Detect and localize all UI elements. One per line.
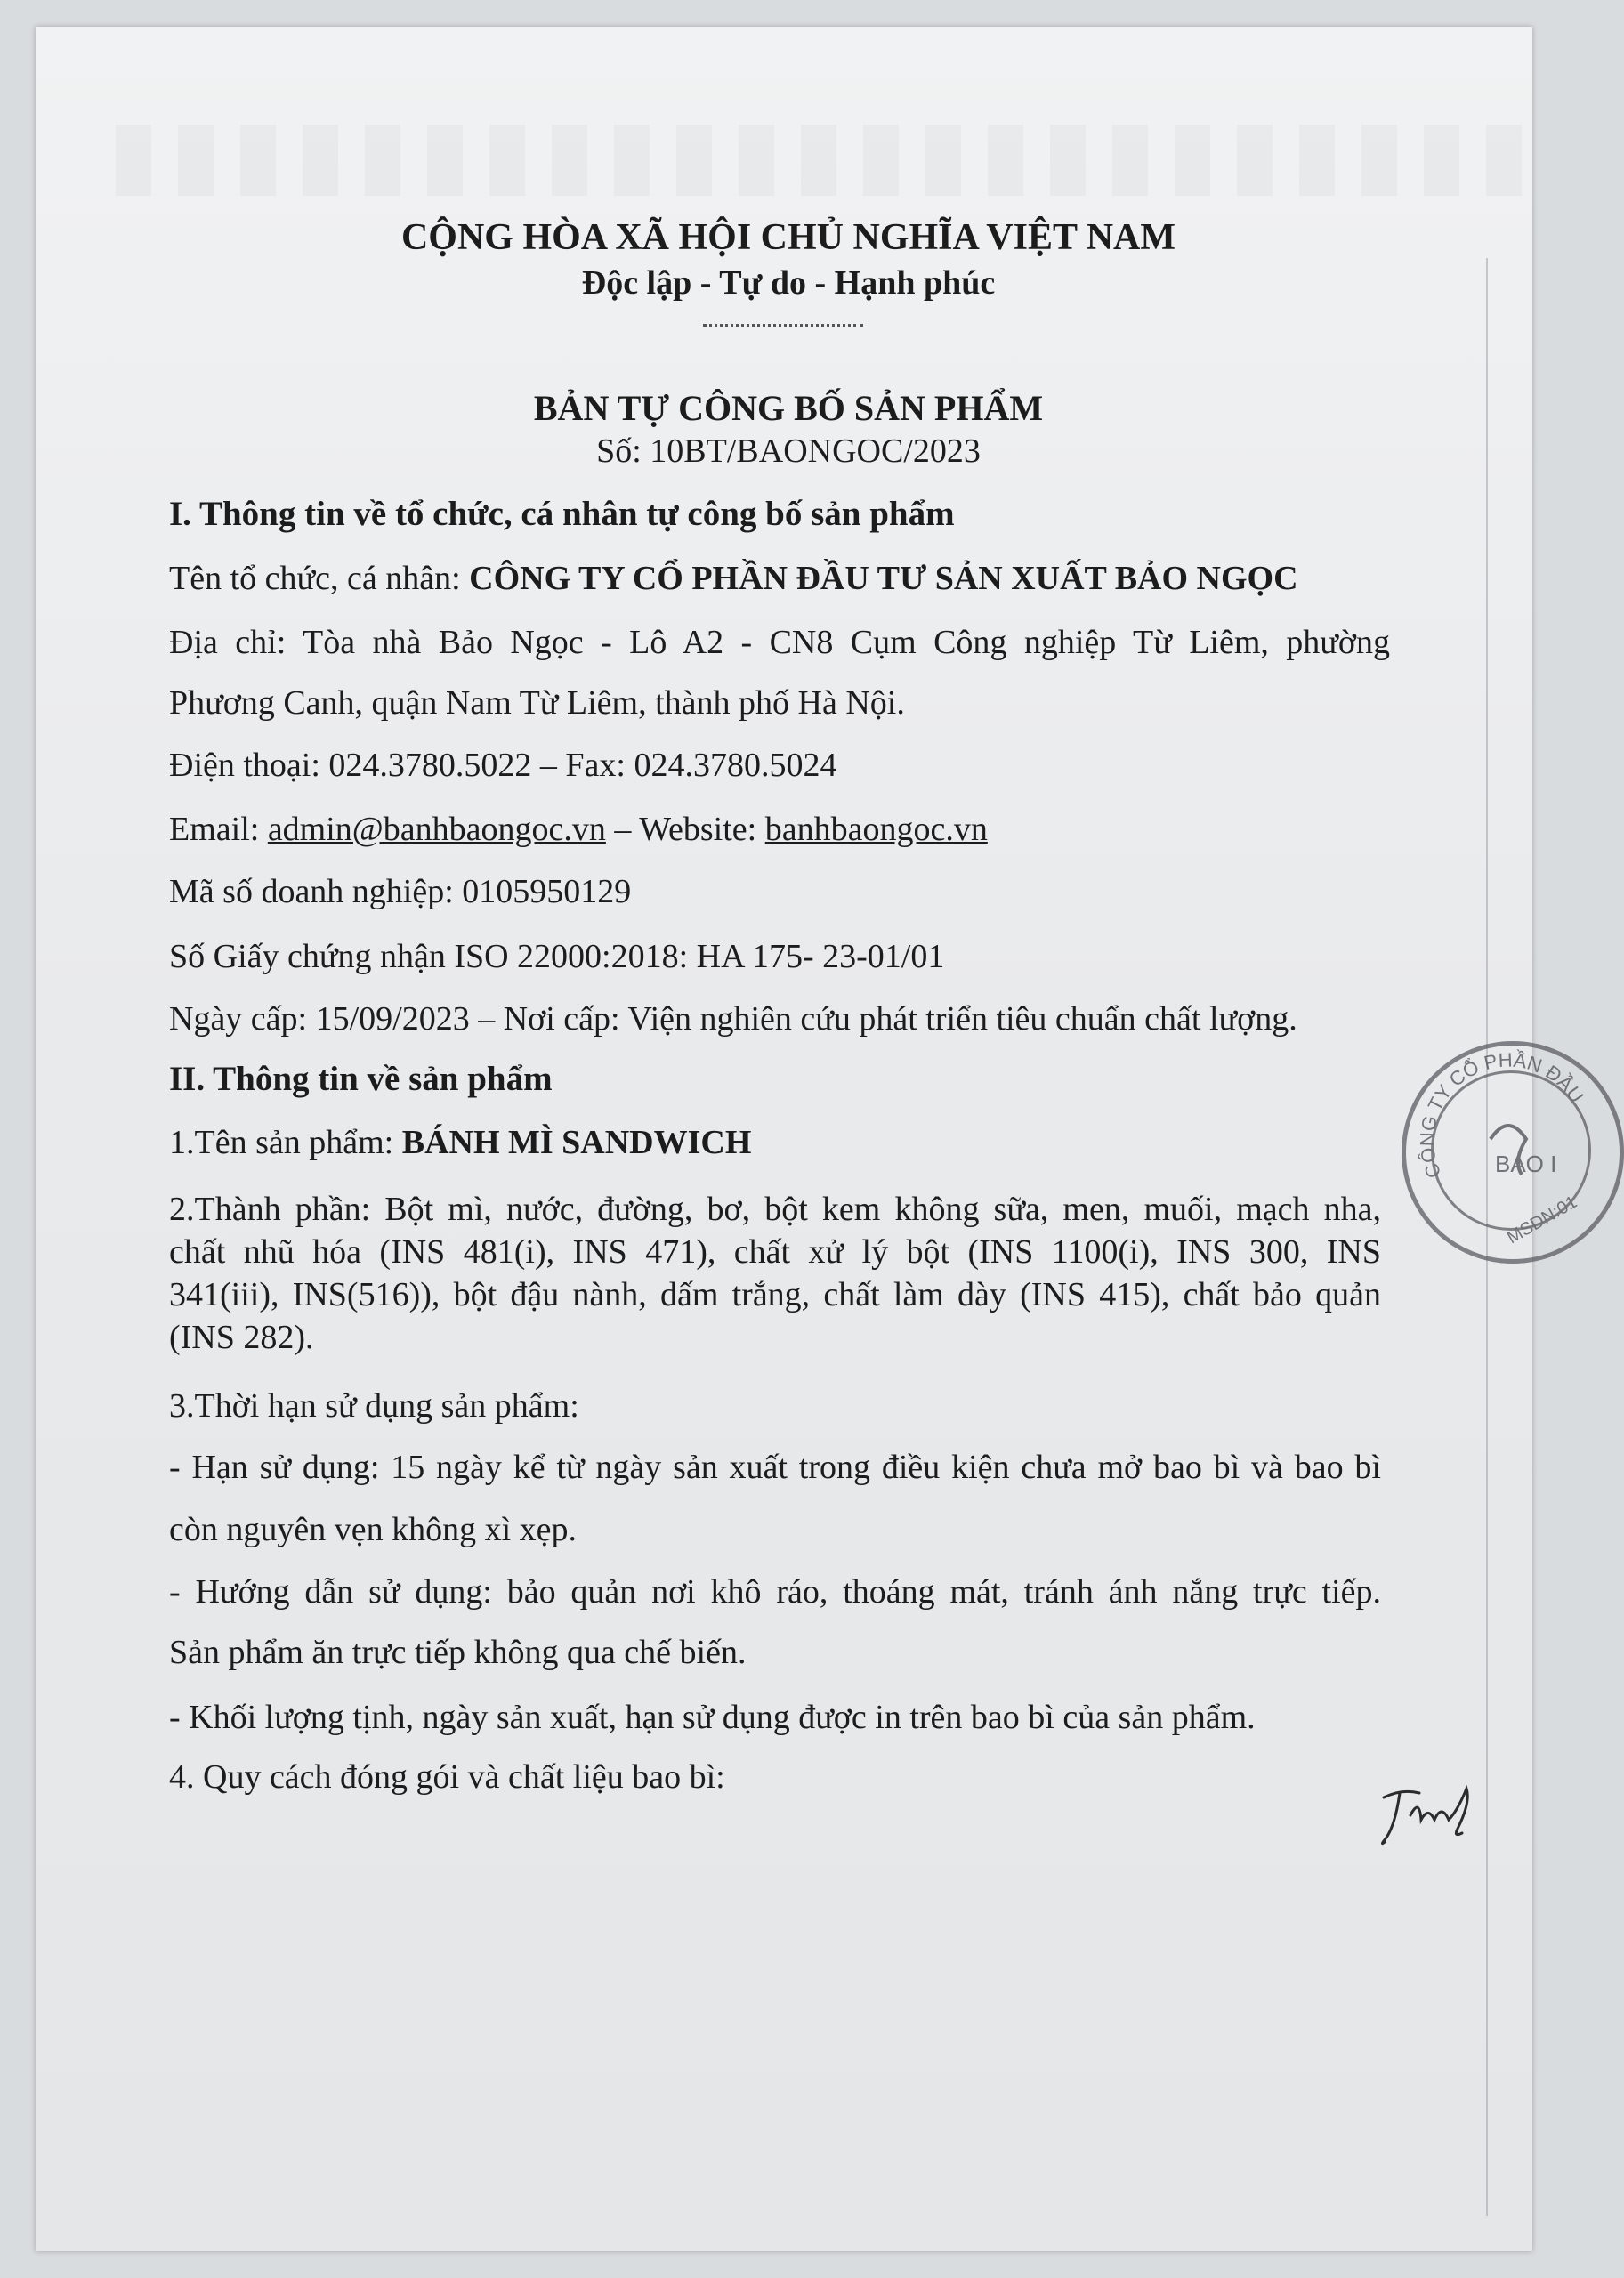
- document-title: BẢN TỰ CÔNG BỐ SẢN PHẨM: [533, 388, 1044, 428]
- shelf-life-line-1: - Hạn sử dụng: 15 ngày kể từ ngày sản xuất trong điều kiện chưa mở bao bì và bao bì: [169, 1449, 1381, 1486]
- company-seal: [1402, 1041, 1624, 1264]
- website-label: – Website:: [605, 811, 765, 848]
- motto: Độc lập - Tự do - Hạnh phúc: [581, 264, 996, 302]
- document-number: Số: 10BT/BAONGOC/2023: [596, 432, 981, 470]
- org-name: CÔNG TY CỔ PHẦN ĐẦU TƯ SẢN XUẤT BẢO NGỌC: [469, 560, 1298, 597]
- address-line-2: Phương Canh, quận Nam Từ Liêm, thành phố Hà Nội.: [169, 684, 905, 722]
- handwritten-signature: [1375, 1780, 1491, 1860]
- svg-text:CÔNG TY CỔ PHẦN ĐẦU: CÔNG TY CỔ PHẦN ĐẦU: [1415, 1048, 1588, 1182]
- shelf-life-heading: 3.Thời hạn sử dụng sản phẩm:: [169, 1387, 579, 1425]
- email-label: Email:: [169, 811, 268, 848]
- product-name-line: [169, 1123, 751, 1162]
- tax-code: Mã số doanh nghiệp: 0105950129: [169, 873, 632, 910]
- address-line-1: Địa chỉ: Tòa nhà Bảo Ngọc - Lô A2 - CN8 Cụm Công nghiệp Từ Liêm, phường: [169, 624, 1390, 661]
- motto-divider: [703, 324, 863, 327]
- net-weight-line: - Khối lượng tịnh, ngày sản xuất, hạn sử dụng được in trên bao bì của sản phẩm.: [169, 1699, 1256, 1736]
- seal-bottom-text: MSDN:01: [1504, 1192, 1581, 1248]
- issue-info: Ngày cấp: 15/09/2023 – Nơi cấp: Viện nghiên cứu phát triển tiêu chuẩn chất lượng.: [169, 1000, 1297, 1038]
- usage-line-2: Sản phẩm ăn trực tiếp không qua chế biến.: [169, 1634, 747, 1671]
- section-1-heading: I. Thông tin về tổ chức, cá nhân tự công bố sản phẩm: [169, 495, 955, 533]
- seal-center-text: BAO I: [1495, 1151, 1557, 1177]
- usage-line-1: - Hướng dẫn sử dụng: bảo quản nơi khô ráo, thoáng mát, tránh ánh nắng trực tiếp.: [169, 1573, 1381, 1611]
- email-website-line: [169, 810, 988, 849]
- ingredients-line-4: (INS 282).: [169, 1319, 314, 1356]
- product-label: 1.Tên sản phẩm:: [169, 1124, 402, 1161]
- website-link[interactable]: banhbaongoc.vn: [764, 811, 988, 848]
- section-2-heading: II. Thông tin về sản phẩm: [169, 1060, 553, 1098]
- shelf-life-line-2: còn nguyên vẹn không xì xẹp.: [169, 1511, 578, 1548]
- packaging-heading: 4. Quy cách đóng gói và chất liệu bao bì:: [169, 1758, 725, 1796]
- org-label: Tên tổ chức, cá nhân:: [169, 560, 470, 597]
- country-title: CỘNG HÒA XÃ HỘI CHỦ NGHĨA VIỆT NAM: [400, 217, 1176, 258]
- email-link[interactable]: admin@banhbaongoc.vn: [267, 811, 606, 848]
- ingredients-line-1: 2.Thành phần: Bột mì, nước, đường, bơ, bột kem không sữa, men, muối, mạch nha,: [169, 1191, 1381, 1228]
- iso-certificate: Số Giấy chứng nhận ISO 22000:2018: HA 175- 23-01/01: [169, 938, 945, 975]
- ingredients-line-3: 341(iii), INS(516)), bột đậu nành, dấm trắng, chất làm dày (INS 415), chất bảo quản: [169, 1276, 1381, 1313]
- product-name: BÁNH MÌ SANDWICH: [401, 1124, 752, 1161]
- seal-ring-text: [1402, 1041, 1615, 1255]
- phone-fax: Điện thoại: 024.3780.5022 – Fax: 024.3780.5024: [169, 747, 837, 784]
- org-line: [169, 559, 1298, 598]
- bleed-through-text: [116, 125, 1522, 196]
- ingredients-line-2: chất nhũ hóa (INS 481(i), INS 471), chất xử lý bột (INS 1100(i), INS 300, INS: [169, 1233, 1381, 1271]
